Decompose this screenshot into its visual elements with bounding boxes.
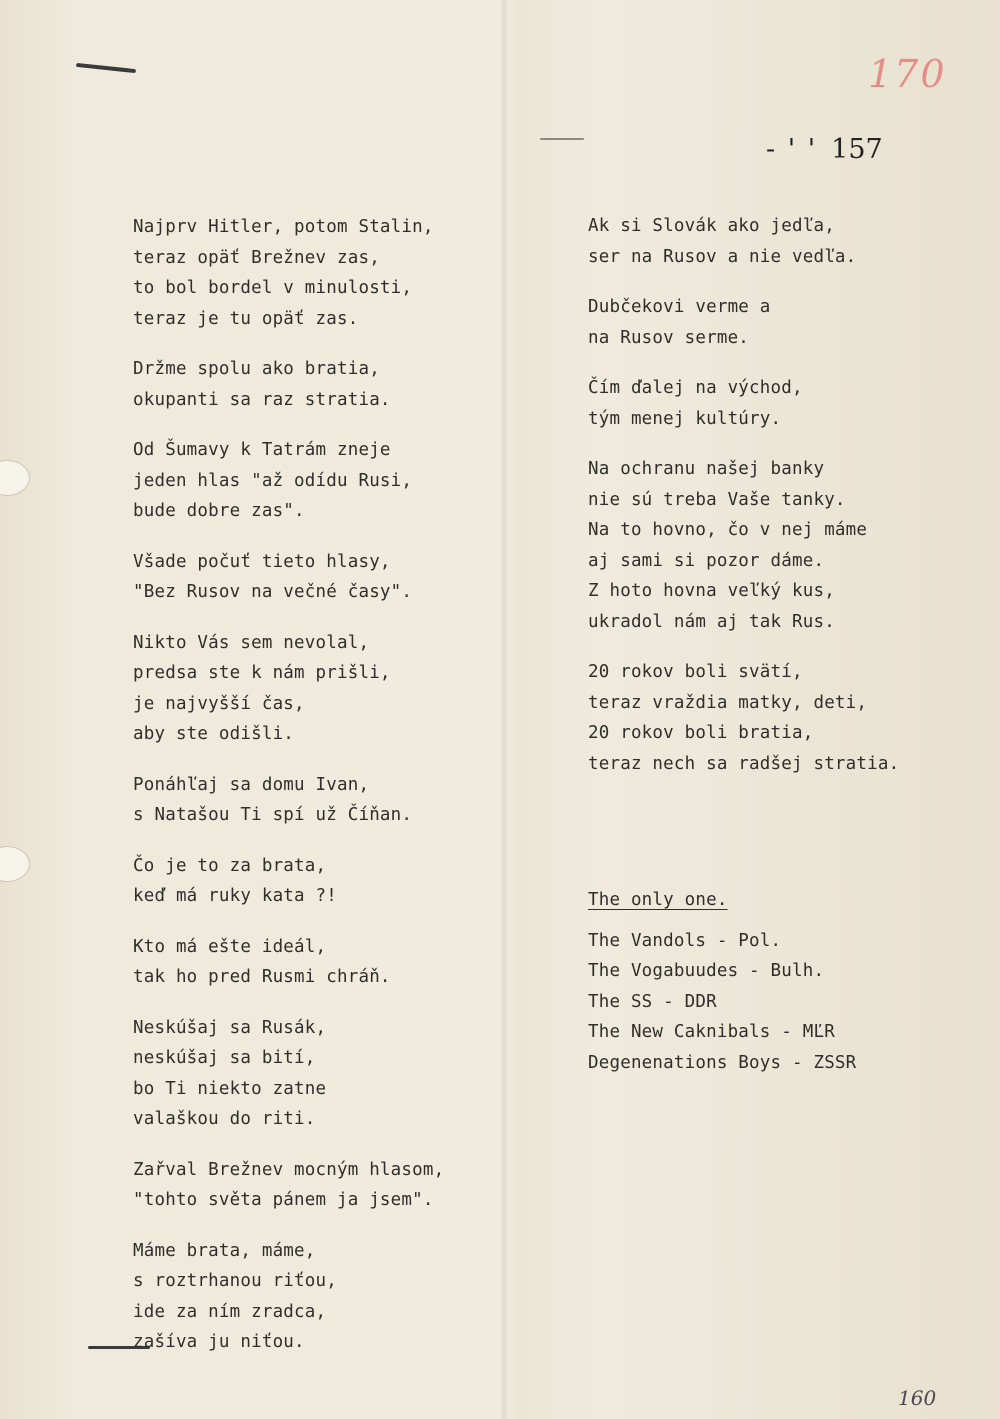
page-number-value: 157 xyxy=(831,134,883,165)
poem-line: bude dobre zas". xyxy=(133,501,305,521)
band-list-item: The Vogabuudes - Bulh. xyxy=(588,961,825,981)
poem-line: Ponáhľaj sa domu Ivan, xyxy=(133,774,370,795)
poem-line: Čo je to za brata, xyxy=(133,855,327,876)
faint-dash-mark xyxy=(540,138,584,140)
band-list-item: The SS - DDR xyxy=(588,991,717,1012)
poem-line: ide za ním zradca, xyxy=(133,1301,327,1322)
right-poem-column xyxy=(588,211,948,1078)
stanza xyxy=(133,851,493,912)
poem-line: keď má ruky kata ?! xyxy=(133,886,337,906)
poem-line: teraz opäť Brežnev zas, xyxy=(133,247,380,268)
band-list xyxy=(588,926,948,1079)
poem-line: teraz nech sa radšej stratia. xyxy=(588,753,900,774)
poem-line: Najprv Hitler, potom Stalin, xyxy=(133,217,434,237)
poem-line: na Rusov serme. xyxy=(588,327,750,348)
pen-dash-top xyxy=(76,63,136,73)
band-list-item: The Vandols - Pol. xyxy=(588,930,782,951)
stanza xyxy=(133,628,493,750)
poem-line: jeden hlas "až odídu Rusi, xyxy=(133,470,413,491)
stanza xyxy=(588,292,948,353)
poem-line: Neskúšaj sa Rusák, xyxy=(133,1017,327,1038)
page-number-prefix: - ' ' xyxy=(766,134,818,165)
poem-line: Všade počuť tieto hlasy, xyxy=(133,551,391,572)
stanza xyxy=(133,354,493,415)
stanza xyxy=(588,373,948,434)
band-list-item: Degenenations Boys - ZSSR xyxy=(588,1052,857,1073)
poem-line: 20 rokov boli svätí, xyxy=(588,662,803,682)
punch-hole-bottom xyxy=(0,846,30,882)
stanza xyxy=(133,212,493,334)
stanza xyxy=(588,454,948,637)
poem-line: bo Ti niekto zatne xyxy=(133,1078,327,1099)
poem-line: Dubčekovi verme a xyxy=(588,297,771,317)
page-fold xyxy=(500,0,508,1419)
poem-line: tým menej kultúry. xyxy=(588,408,782,429)
stanza xyxy=(133,1013,493,1135)
stanza xyxy=(588,211,948,272)
poem-line: predsa ste k nám prišli, xyxy=(133,663,391,683)
stanza xyxy=(133,1155,493,1216)
band-list-item: The New Caknibals - MĽR xyxy=(588,1022,835,1042)
handwritten-footer-number: 160 xyxy=(898,1386,937,1410)
stanza xyxy=(133,932,493,993)
poem-line: tak ho pred Rusmi chráň. xyxy=(133,967,391,987)
poem-line: valaškou do riti. xyxy=(133,1109,316,1129)
poem-line: Z hoto hovna veľký kus, xyxy=(588,581,835,601)
poem-line: 20 rokov boli bratia, xyxy=(588,723,814,743)
poem-line: to bol bordel v minulosti, xyxy=(133,278,413,298)
stanza xyxy=(133,547,493,608)
poem-line: Máme brata, máme, xyxy=(133,1240,316,1261)
left-poem-column xyxy=(133,212,493,1378)
poem-line: Na to hovno, čo v nej máme xyxy=(588,520,868,540)
poem-line: zašíva ju niťou. xyxy=(133,1332,305,1352)
poem-line: "Bez Rusov na večné časy". xyxy=(133,582,413,602)
poem-line: teraz vraždia matky, deti, xyxy=(588,692,868,713)
poem-line: Čím ďalej na východ, xyxy=(588,378,803,398)
poem-line: neskúšaj sa bití, xyxy=(133,1048,316,1068)
poem-line: aj sami si pozor dáme. xyxy=(588,550,825,571)
right-stanzas xyxy=(588,211,948,779)
poem-line: ser na Rusov a nie vedľa. xyxy=(588,246,857,267)
punch-hole-top xyxy=(0,460,30,496)
poem-line: okupanti sa raz stratia. xyxy=(133,389,391,410)
stanza xyxy=(588,657,948,779)
stanza xyxy=(133,770,493,831)
page-number xyxy=(766,134,883,165)
poem-line: Zařval Brežnev mocným hlasom, xyxy=(133,1159,445,1180)
poem-line: "tohto světa pánem ja jsem". xyxy=(133,1190,434,1210)
poem-line: nie sú treba Vaše tanky. xyxy=(588,489,846,510)
handwritten-folio-number: 170 xyxy=(868,52,947,96)
poem-line: s roztrhanou riťou, xyxy=(133,1271,337,1291)
stanza xyxy=(133,1236,493,1358)
poem-line: Ak si Slovák ako jedľa, xyxy=(588,216,835,236)
poem-line: ukradol nám aj tak Rus. xyxy=(588,611,835,632)
section-heading: The only one. xyxy=(588,890,728,910)
poem-line: teraz je tu opäť zas. xyxy=(133,308,359,329)
poem-line: s Natašou Ti spí už Číňan. xyxy=(133,805,413,825)
poem-line: je najvyšší čas, xyxy=(133,693,305,714)
poem-line: Nikto Vás sem nevolal, xyxy=(133,632,370,653)
poem-line: Držme spolu ako bratia, xyxy=(133,359,380,379)
poem-line: aby ste odišli. xyxy=(133,724,295,744)
poem-line: Kto má ešte ideál, xyxy=(133,936,327,957)
poem-line: Na ochranu našej banky xyxy=(588,459,825,479)
stanza xyxy=(133,435,493,527)
poem-line: Od Šumavy k Tatrám zneje xyxy=(133,440,391,460)
